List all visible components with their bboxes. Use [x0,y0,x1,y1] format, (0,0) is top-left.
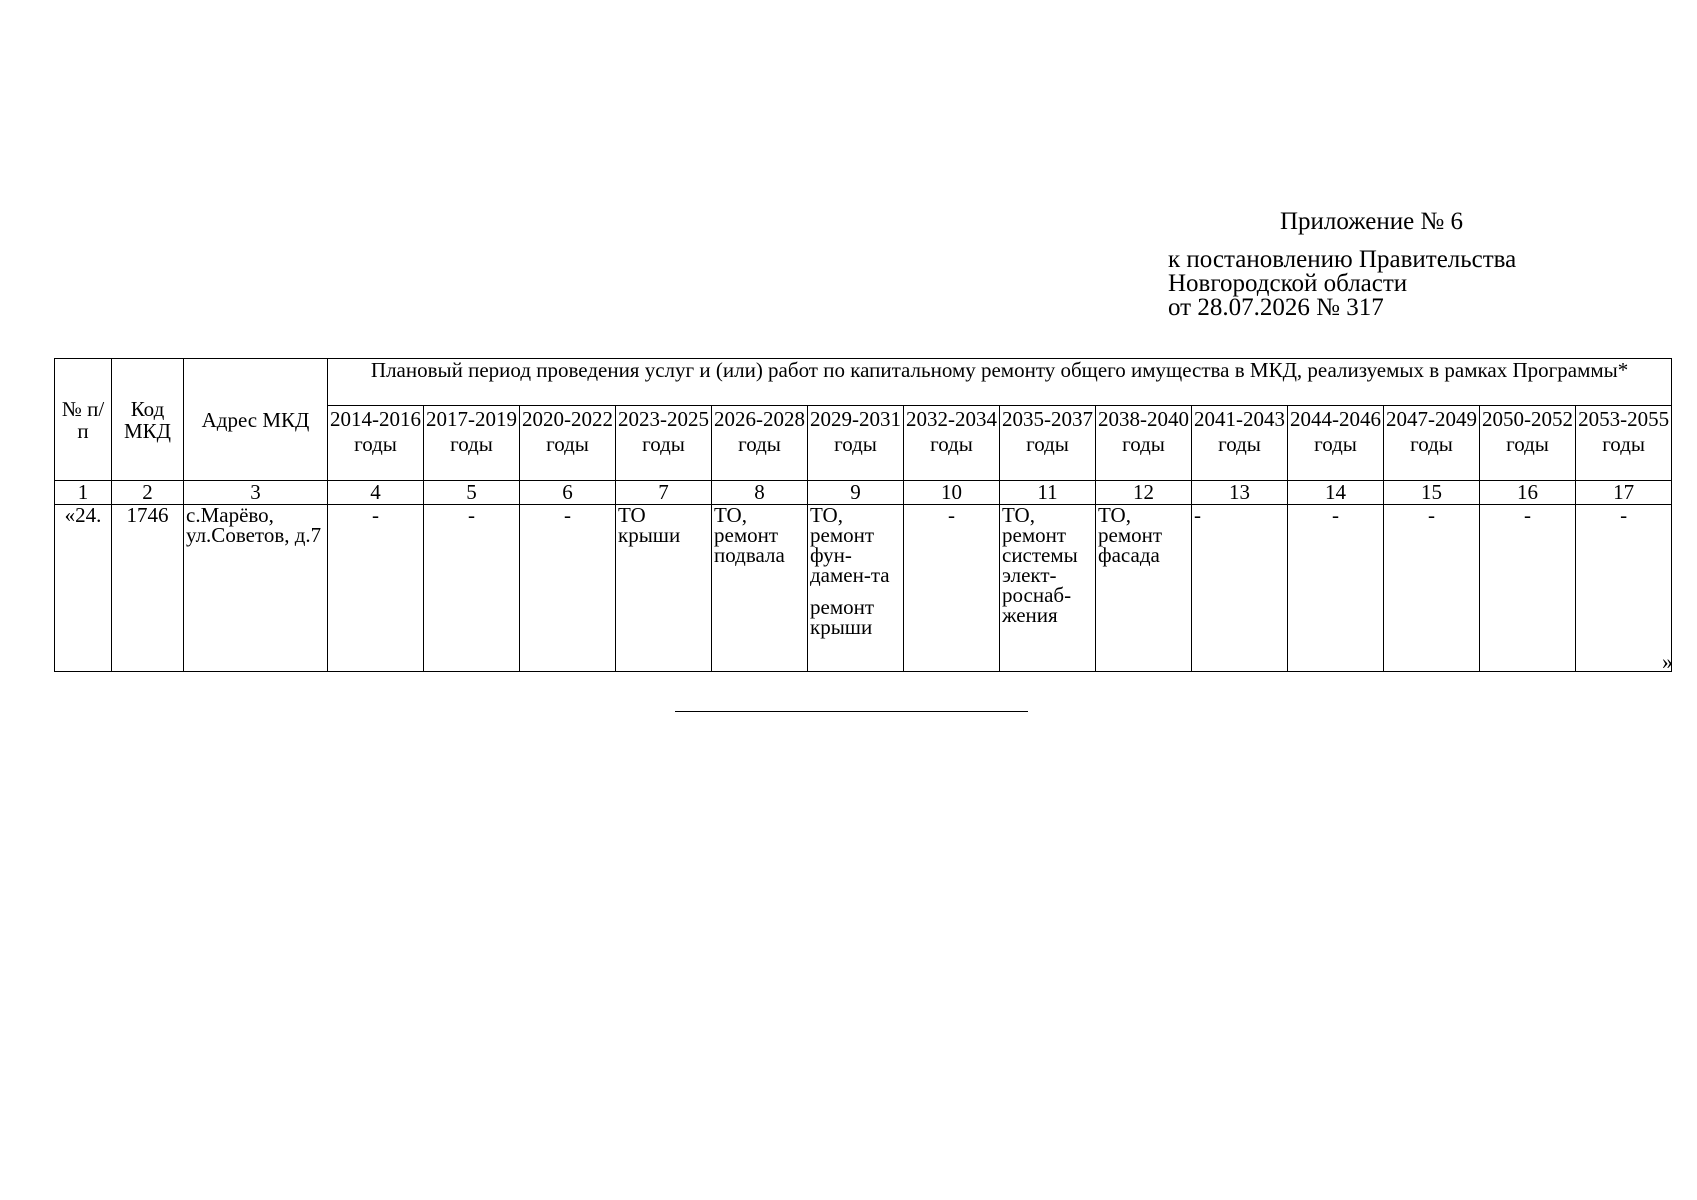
row-period-8: ТО, ремонт системы элект-роснаб-жения [1000,505,1096,672]
row-period-6-work-2: ремонт крыши [810,595,875,639]
header-planned-period: Плановый период проведения услуг и (или) работ по капитальному ремонту общего имущества в МКД, реализуемых в рамках Программы* [328,359,1672,406]
header-period-7: 2032-2034 годы [904,406,1000,481]
row-period-6 [808,505,904,672]
column-number: 9 [808,481,904,505]
appendix-title: Приложение № 6 [1280,208,1464,235]
header-period-13: 2050-2052 годы [1480,406,1576,481]
column-number: 12 [1096,481,1192,505]
row-period-14: - [1576,505,1672,672]
header-period-12: 2047-2049 годы [1384,406,1480,481]
decree-line-1: к постановлению Правительства [1168,246,1517,273]
row-period-12: - [1384,505,1480,672]
row-period-7: - [904,505,1000,672]
column-number: 6 [520,481,616,505]
capital-repair-plan-table [54,358,1672,672]
row-period-5: ТО, ремонт подвала [712,505,808,672]
header-period-9: 2038-2040 годы [1096,406,1192,481]
header-period-6: 2029-2031 годы [808,406,904,481]
row-period-9: ТО, ремонт фасада [1096,505,1192,672]
decree-line-3: от 28.07.2026 № 317 [1168,294,1384,321]
row-period-10: - [1192,505,1288,672]
row-period-3: - [520,505,616,672]
row-period-6-work-1: ТО, ремонт фун-дамен-та [810,504,890,587]
header-period-1: 2014-2016 годы [328,406,424,481]
row-address: с.Марёво, ул.Советов, д.7 [184,505,328,672]
column-number: 3 [184,481,328,505]
table-row [55,505,1672,672]
column-number: 8 [712,481,808,505]
column-number: 17 [1576,481,1672,505]
column-number: 10 [904,481,1000,505]
column-number: 2 [112,481,184,505]
header-period-10: 2041-2043 годы [1192,406,1288,481]
header-period-14: 2053-2055 годы [1576,406,1672,481]
column-number: 13 [1192,481,1288,505]
column-number: 5 [424,481,520,505]
row-number: «24. [55,505,112,672]
decree-reference [1168,248,1516,320]
header-period-8: 2035-2037 годы [1000,406,1096,481]
column-number: 14 [1288,481,1384,505]
row-code: 1746 [112,505,184,672]
row-period-11: - [1288,505,1384,672]
header-period-4: 2023-2025 годы [616,406,712,481]
column-number: 15 [1384,481,1480,505]
row-period-1: - [328,505,424,672]
footer-divider [675,711,1028,712]
column-number-row [55,481,1672,505]
header-num: № п/п [55,359,112,481]
column-number: 11 [1000,481,1096,505]
row-period-4: ТО крыши [616,505,712,672]
decree-line-2: Новгородской области [1168,270,1408,297]
column-number: 1 [55,481,112,505]
column-number: 4 [328,481,424,505]
closing-quote: » [1662,649,1673,674]
header-period-2: 2017-2019 годы [424,406,520,481]
column-number: 16 [1480,481,1576,505]
header-address: Адрес МКД [184,359,328,481]
header-period-11: 2044-2046 годы [1288,406,1384,481]
header-period-5: 2026-2028 годы [712,406,808,481]
row-period-2: - [424,505,520,672]
header-code: Код МКД [112,359,184,481]
header-period-3: 2020-2022 годы [520,406,616,481]
column-number: 7 [616,481,712,505]
row-period-13: - [1480,505,1576,672]
header-row-1 [55,359,1672,406]
